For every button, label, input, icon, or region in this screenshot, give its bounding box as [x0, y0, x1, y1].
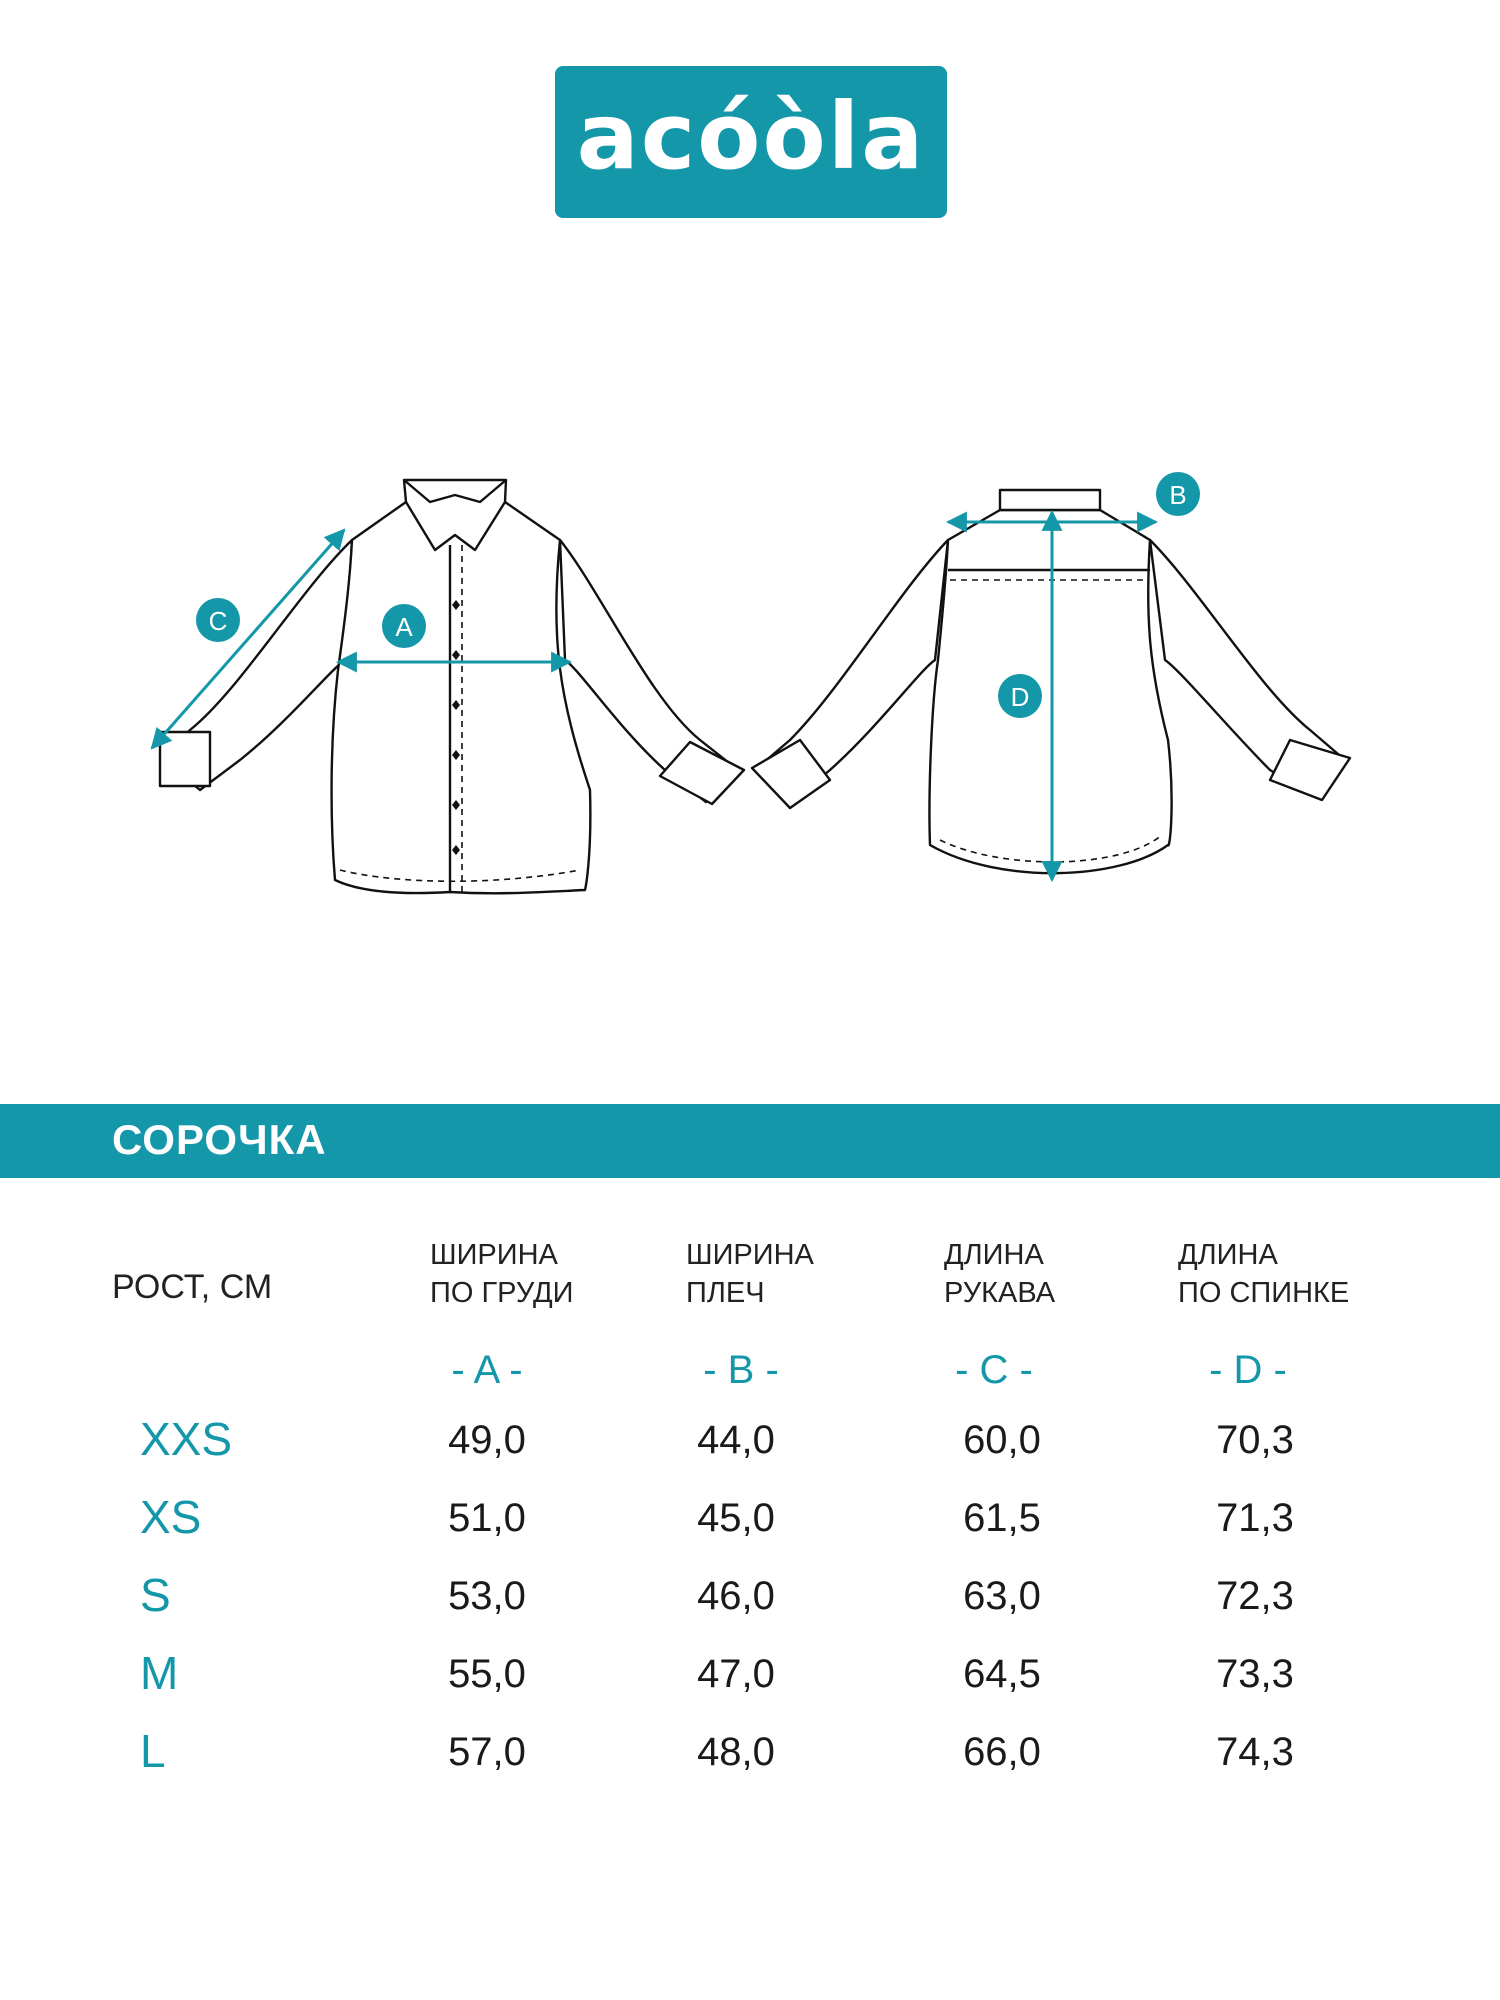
svg-text:C: C [208, 606, 228, 636]
column-letter-b: - B - [703, 1348, 779, 1392]
size-label-xs: XS [140, 1491, 202, 1543]
table-cell: 51,0 [448, 1496, 526, 1540]
table-cell: 45,0 [697, 1496, 775, 1540]
table-cell: 70,3 [1216, 1418, 1294, 1462]
svg-text:B: B [1169, 480, 1187, 510]
marker-a [382, 604, 426, 648]
table-cell: 74,3 [1216, 1730, 1294, 1774]
column-header-shoulders: ШИРИНА ПЛЕЧ [686, 1239, 814, 1309]
column-header-chest: ШИРИНА ПО ГРУДИ [430, 1239, 574, 1309]
brand-logo-text: acóòla [576, 83, 926, 190]
table-cell: 46,0 [697, 1574, 775, 1618]
table-cell: 60,0 [963, 1418, 1041, 1462]
table-cell: 71,3 [1216, 1496, 1294, 1540]
size-label-s: S [140, 1569, 171, 1621]
table-cell: 44,0 [697, 1418, 775, 1462]
table-cell: 47,0 [697, 1652, 775, 1696]
marker-c [196, 598, 240, 642]
shirt-technical-drawing [0, 440, 1500, 920]
table-cell: 57,0 [448, 1730, 526, 1774]
table-cell: 73,3 [1216, 1652, 1294, 1696]
column-letter-c: - C - [955, 1348, 1033, 1392]
column-header-sleeve: ДЛИНА РУКАВА [944, 1239, 1056, 1309]
table-cell: 63,0 [963, 1574, 1041, 1618]
marker-b [1156, 472, 1200, 516]
table-cell: 61,5 [963, 1496, 1041, 1540]
size-label-xxs: XXS [140, 1413, 233, 1465]
table-cell: 49,0 [448, 1418, 526, 1462]
table-cell: 66,0 [963, 1730, 1041, 1774]
table-cell: 53,0 [448, 1574, 526, 1618]
size-label-m: M [140, 1647, 179, 1699]
garment-title: СОРОЧКА [112, 1116, 327, 1163]
column-header-back-length: ДЛИНА ПО СПИНКЕ [1178, 1239, 1350, 1309]
brand-logo [555, 66, 947, 218]
svg-text:A: A [395, 612, 413, 642]
table-cell: 48,0 [697, 1730, 775, 1774]
column-letter-d: - D - [1209, 1348, 1287, 1392]
table-cell: 55,0 [448, 1652, 526, 1696]
column-letter-a: - A - [451, 1348, 523, 1392]
shirt-front-view [160, 480, 744, 893]
table-cell: 64,5 [963, 1652, 1041, 1696]
row-header-height: РОСТ, СМ [112, 1268, 273, 1306]
table-cell: 72,3 [1216, 1574, 1294, 1618]
section-banner [0, 1104, 1500, 1178]
svg-text:D: D [1010, 682, 1030, 712]
size-label-l: L [140, 1725, 166, 1777]
marker-d [998, 674, 1042, 718]
